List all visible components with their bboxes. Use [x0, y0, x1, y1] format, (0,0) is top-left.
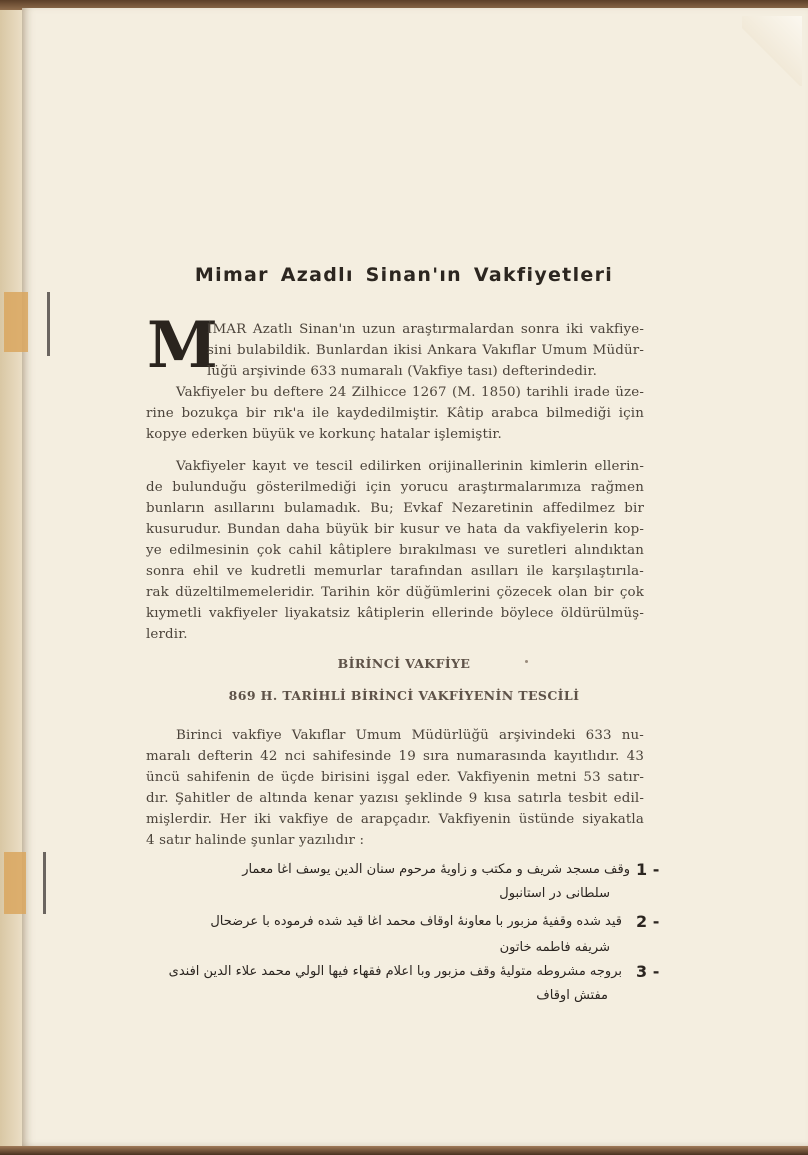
text-line: kopye ederken büyük ve korkunç hatalar işlemiştir.	[146, 427, 502, 442]
text-line: lüğü arşivinde 633 numaralı (Vakfiye tası) defterindedir.	[207, 364, 597, 379]
entry-number: 3 -	[636, 962, 660, 981]
arabic-line: بروجه مشروطه متوليهٔ وقف مزبور وبا اعلام فقهاء فيها الولي محمد علاء الدين افندی	[168, 964, 622, 979]
text-line: maralı defterin 42 nci sahifesinde 19 sıra numarasında kayıtlıdır. 43	[146, 749, 644, 764]
text-line: Vakfiyeler bu deftere 24 Zilhicce 1267 (M. 1850) tarihli irade üze-	[176, 385, 644, 400]
binding-stitch-lower	[43, 852, 46, 914]
text-line: kıymetli vakfiyeler liyakatsiz kâtiplerin ellerinde böylece öldürülmüş-	[146, 606, 644, 621]
entry-number: 2 -	[636, 912, 660, 931]
speck	[525, 660, 528, 663]
text-line: 4 satır halinde şunlar yazılıdır :	[146, 833, 365, 848]
tape-mark-upper	[4, 292, 28, 352]
arabic-line: شريفه فاطمه خاتون	[499, 940, 610, 955]
text-line: rak düzeltilmemeleridir. Tarihin kör düğümlerini çözecek olan bir çok	[146, 585, 644, 600]
text-line: ye edilmesinin çok cahil kâtiplere bırakılması ve suretleri alındıktan	[146, 543, 644, 558]
text-line: Vakfiyeler kayıt ve tescil edilirken orijinallerinin kimlerin ellerin-	[176, 459, 644, 474]
text-line: lerdir.	[146, 627, 188, 642]
binding-stitch-upper	[47, 292, 50, 356]
article-title: Mimar Azadlı Sinan'ın Vakfiyetleri	[194, 264, 614, 286]
arabic-line: قيد شده وقفيهٔ مزبور با معاونهٔ اوقاف محمد آغا قيد شده فرموده با عرضحال	[210, 914, 622, 929]
text-line: rine bozukça bir rık'a ile kaydedilmiştir. Kâtip arabca bilmediği için	[146, 406, 644, 421]
section-subheading: 869 H. TARİHLİ BİRİNCİ VAKFİYENİN TESCİLİ	[228, 688, 580, 703]
text-line: bunların asıllarını bulamadık. Bu; Evkaf Nezaretinin affedilmez bir	[146, 501, 644, 516]
text-line: mişlerdir. Her iki vakfiye de arapçadır. Vakfiyenin üstünde siyakatla	[146, 812, 644, 827]
arabic-line: وقف مسجد شريف و مكتب و زاويهٔ مرحوم سنان الدين يوسف آغا معمار	[242, 862, 630, 877]
text-line: üncü sahifenin de üçde birisini işgal eder. Vakfiyenin metni 53 satır-	[146, 770, 644, 785]
text-line: sonra ehil ve kudretli memurlar tarafından asılları ile karşılaştırıla-	[146, 564, 644, 579]
section-heading: BİRİNCİ VAKFİYE	[337, 656, 471, 671]
text-line: dır. Şahitler de altında kenar yazısı şeklinde 9 kısa satırla tesbit edil-	[146, 791, 644, 806]
drop-cap: M	[147, 308, 218, 383]
text-line: Birinci vakfiye Vakıflar Umum Müdürlüğü arşivindeki 633 nu-	[176, 728, 644, 743]
text-line: de bulunduğu gösterilmediği için yorucu araştırmalarımıza rağmen	[146, 480, 644, 495]
tape-mark-lower	[4, 852, 26, 914]
text-line: sini bulabildik. Bunlardan ikisi Ankara Vakıflar Umum Müdür-	[207, 343, 644, 358]
text-line: kusurudur. Bundan daha büyük bir kusur ve hata da vakfiyelerin kop-	[146, 522, 644, 537]
entry-number: 1 -	[636, 860, 660, 879]
book-cover-bottom-edge	[0, 1146, 808, 1155]
arabic-line: مفتش اوقاف	[536, 988, 608, 1003]
arabic-line: سلطانی در استانبول	[499, 886, 610, 901]
folded-corner	[742, 16, 802, 86]
binding-gutter	[0, 10, 24, 1148]
text-line: İMAR Azatlı Sinan'ın uzun araştırmalardan sonra iki vakfiye-	[207, 322, 644, 337]
